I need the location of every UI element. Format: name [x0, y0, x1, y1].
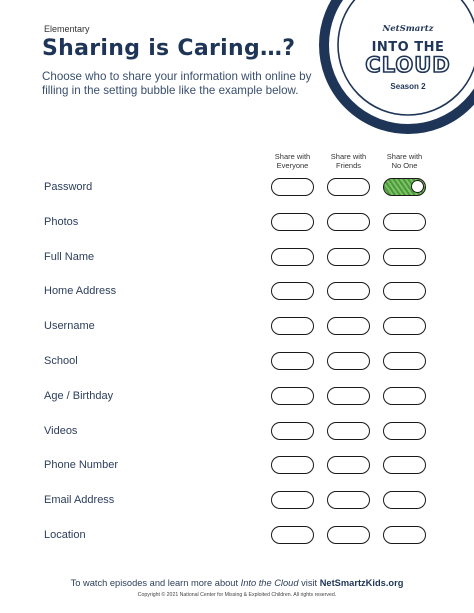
row-label: Location — [44, 529, 86, 541]
row-label: Email Address — [44, 494, 115, 507]
column-header-line: Share with — [330, 152, 367, 161]
setting-bubble[interactable] — [383, 213, 426, 231]
logo-season: Season 2 — [390, 82, 426, 91]
row-label: Videos — [44, 424, 78, 437]
setting-bubble[interactable] — [271, 282, 314, 300]
footer-show-name: Into the Cloud — [240, 578, 299, 588]
column-header-line: Share with — [274, 152, 311, 161]
setting-bubble[interactable] — [327, 422, 370, 440]
logo-line-1: INTO THE — [371, 40, 445, 55]
row-label: Age / Birthday — [44, 389, 114, 402]
setting-bubble[interactable] — [271, 178, 314, 196]
setting-bubble[interactable] — [327, 178, 370, 196]
row-label: Password — [44, 181, 93, 193]
setting-bubble[interactable] — [383, 526, 426, 544]
column-header-line: No One — [391, 161, 418, 170]
footer-prefix: To watch episodes and learn more about — [70, 578, 241, 588]
setting-bubble[interactable] — [271, 248, 314, 266]
setting-bubble[interactable] — [327, 248, 370, 266]
copyright: Copyright © 2021 National Center for Missing & Exploited Children. All rights reserved. — [137, 592, 337, 598]
setting-bubble[interactable] — [383, 282, 426, 300]
setting-bubble[interactable] — [383, 456, 426, 474]
column-header — [265, 152, 321, 170]
setting-bubble[interactable] — [327, 456, 370, 474]
setting-bubble[interactable] — [271, 491, 314, 509]
setting-bubble[interactable] — [327, 282, 370, 300]
row-label: Home Address — [44, 285, 117, 298]
row-label: School — [44, 355, 78, 367]
setting-bubble[interactable] — [271, 526, 314, 544]
row-label: Username — [44, 320, 95, 333]
row-label: Phone Number — [44, 459, 118, 472]
footer-middle: visit — [298, 578, 320, 588]
setting-bubble[interactable] — [383, 317, 426, 335]
setting-bubble[interactable] — [383, 178, 426, 196]
setting-bubble[interactable] — [271, 387, 314, 405]
setting-bubble[interactable] — [271, 422, 314, 440]
setting-bubble[interactable] — [383, 491, 426, 509]
logo-brand: NetSmartz — [382, 24, 434, 34]
column-header-line: Friends — [335, 161, 361, 170]
footer-site-link[interactable]: NetSmartzKids.org — [319, 578, 404, 588]
setting-bubble[interactable] — [327, 491, 370, 509]
logo-line-2: CLOUD — [365, 53, 451, 77]
setting-bubble[interactable] — [271, 352, 314, 370]
setting-bubble[interactable] — [271, 317, 314, 335]
column-header-line: Everyone — [276, 161, 309, 170]
setting-bubble[interactable] — [327, 317, 370, 335]
column-header — [321, 152, 377, 170]
setting-bubble[interactable] — [271, 456, 314, 474]
setting-bubble[interactable] — [383, 422, 426, 440]
setting-bubble[interactable] — [383, 387, 426, 405]
column-header — [377, 152, 433, 170]
instructions: Choose who to share your information with online by filling in the setting bubble like the example below. — [42, 70, 312, 97]
setting-bubble[interactable] — [383, 248, 426, 266]
page-title: Sharing is Caring…? — [42, 36, 296, 61]
row-label: Full Name — [44, 250, 95, 263]
row-label: Photos — [44, 215, 79, 228]
footer-text — [0, 578, 474, 588]
toggle-knob — [411, 180, 424, 193]
column-header-line: Share with — [386, 152, 423, 161]
setting-bubble[interactable] — [327, 352, 370, 370]
setting-bubble[interactable] — [271, 213, 314, 231]
setting-bubble[interactable] — [327, 387, 370, 405]
grade-level: Elementary — [44, 24, 90, 34]
setting-bubble[interactable] — [383, 352, 426, 370]
setting-bubble[interactable] — [327, 526, 370, 544]
setting-bubble[interactable] — [327, 213, 370, 231]
